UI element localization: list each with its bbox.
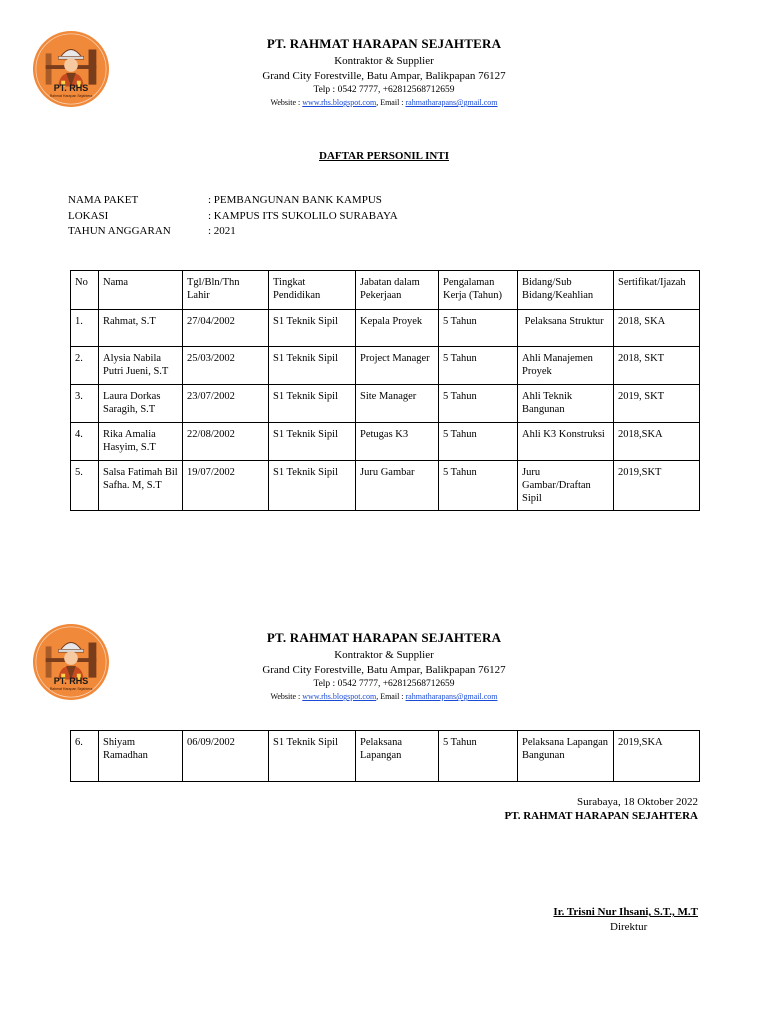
table-cell: S1 Teknik Sipil xyxy=(269,310,356,347)
info-row-package xyxy=(68,193,398,209)
header-cell: No xyxy=(71,271,99,310)
table-cell: S1 Teknik Sipil xyxy=(269,461,356,511)
table-cell: 5 Tahun xyxy=(439,731,518,782)
logo-text: PT. RHS xyxy=(53,676,89,686)
info-row-location xyxy=(68,209,398,225)
table-row xyxy=(71,310,700,347)
table-cell: S1 Teknik Sipil xyxy=(269,731,356,782)
company-address: Grand City Forestville, Batu Ampar, Balikpapan 76127 xyxy=(262,664,506,676)
company-telephone: Telp : 0542 7777, +62812568712659 xyxy=(313,85,455,95)
table-cell: 5 Tahun xyxy=(439,385,518,423)
table-cell: 2019, SKT xyxy=(614,385,700,423)
company-contact-line xyxy=(0,98,768,107)
table-cell: S1 Teknik Sipil xyxy=(269,385,356,423)
table-row xyxy=(71,347,700,385)
table-cell: 2. xyxy=(71,347,99,385)
table-cell: 5. xyxy=(71,461,99,511)
table-cell: S1 Teknik Sipil xyxy=(269,423,356,461)
header-cell: Tingkat Pendidikan xyxy=(269,271,356,310)
header-cell: Bidang/Sub Bidang/Keahlian xyxy=(518,271,614,310)
place-date: Surabaya, 18 Oktober 2022 xyxy=(577,796,698,808)
info-label: LOKASI xyxy=(68,209,109,222)
table-cell: 2018, SKA xyxy=(614,310,700,347)
personnel-table-continued xyxy=(70,730,700,782)
table-cell: Juru Gambar xyxy=(356,461,439,511)
table-cell: Site Manager xyxy=(356,385,439,423)
email-label: , Email : xyxy=(376,692,406,701)
table-row xyxy=(71,385,700,423)
table-cell: Ahli Manajemen Proyek xyxy=(518,347,614,385)
table-cell: Kepala Proyek xyxy=(356,310,439,347)
info-value: : 2021 xyxy=(208,225,236,237)
table-cell: 23/07/2002 xyxy=(183,385,269,423)
company-contact-line xyxy=(0,692,768,701)
table-cell: Pelaksana Struktur xyxy=(518,310,614,347)
company-telephone: Telp : 0542 7777, +62812568712659 xyxy=(313,679,455,689)
table-cell: Petugas K3 xyxy=(356,423,439,461)
logo-tagline: Rahmat Harapan Sejahtera xyxy=(49,94,93,98)
table-cell: Shiyam Ramadhan xyxy=(99,731,183,782)
website-label: Website : xyxy=(270,692,303,701)
header-cell: Sertifikat/Ijazah xyxy=(614,271,700,310)
header-cell: Jabatan dalam Pekerjaan xyxy=(356,271,439,310)
table-cell: 27/04/2002 xyxy=(183,310,269,347)
table-cell: Project Manager xyxy=(356,347,439,385)
info-value: : KAMPUS ITS SUKOLILO SURABAYA xyxy=(208,209,398,222)
table-cell: 1. xyxy=(71,310,99,347)
table-cell: Ahli Teknik Bangunan xyxy=(518,385,614,423)
personnel-table xyxy=(70,270,700,511)
header-cell: Pengalaman Kerja (Tahun) xyxy=(439,271,518,310)
company-subtitle: Kontraktor & Supplier xyxy=(334,649,434,661)
table-cell: 5 Tahun xyxy=(439,423,518,461)
table-cell: 2019,SKT xyxy=(614,461,700,511)
table-cell: Pelaksana Lapangan Bangunan xyxy=(518,731,614,782)
table-row xyxy=(71,731,700,782)
website-label: Website : xyxy=(270,98,303,107)
table-header-row xyxy=(71,271,700,310)
header-cell: Tgl/Bln/Thn Lahir xyxy=(183,271,269,310)
table-cell: Ahli K3 Konstruksi xyxy=(518,423,614,461)
email-label: , Email : xyxy=(376,98,406,107)
logo-tagline: Rahmat Harapan Sejahtera xyxy=(49,687,93,691)
table-cell: Rika Amalia Hasyim, S.T xyxy=(99,423,183,461)
table-cell: 25/03/2002 xyxy=(183,347,269,385)
table-cell: Laura Dorkas Saragih, S.T xyxy=(99,385,183,423)
table-cell: Pelaksana Lapangan xyxy=(356,731,439,782)
closing-block xyxy=(504,796,698,822)
table-cell: 06/09/2002 xyxy=(183,731,269,782)
table-cell: 6. xyxy=(71,731,99,782)
table-cell: Alysia Nabila Putri Jueni, S.T xyxy=(99,347,183,385)
table-cell: 19/07/2002 xyxy=(183,461,269,511)
company-subtitle: Kontraktor & Supplier xyxy=(334,55,434,67)
email-link[interactable]: rahmatharapans@gmail.com xyxy=(405,98,498,107)
table-cell: 4. xyxy=(71,423,99,461)
company-address: Grand City Forestville, Batu Ampar, Balikpapan 76127 xyxy=(262,70,506,82)
table-cell: 5 Tahun xyxy=(439,310,518,347)
project-info xyxy=(68,193,398,240)
table-row xyxy=(71,423,700,461)
table-cell: 2018,SKA xyxy=(614,423,700,461)
email-link[interactable]: rahmatharapans@gmail.com xyxy=(405,692,498,701)
info-label: TAHUN ANGGARAN xyxy=(68,225,171,237)
website-link[interactable]: www.rhs.blogspot.com xyxy=(302,98,377,107)
company-name: PT. RAHMAT HARAPAN SEJAHTERA xyxy=(266,36,502,51)
table-cell: 5 Tahun xyxy=(439,347,518,385)
table-cell: Salsa Fatimah Bil Safha. M, S.T xyxy=(99,461,183,511)
letterhead xyxy=(0,36,768,107)
table-cell: 2019,SKA xyxy=(614,731,700,782)
table-cell: 3. xyxy=(71,385,99,423)
header-cell: Nama xyxy=(99,271,183,310)
table-cell: 22/08/2002 xyxy=(183,423,269,461)
signer-name: Ir. Trisni Nur Ihsani, S.T., M.T xyxy=(553,906,698,918)
table-cell: 5 Tahun xyxy=(439,461,518,511)
closing-company: PT. RAHMAT HARAPAN SEJAHTERA xyxy=(504,810,698,822)
table-cell: Juru Gambar/Draftan Sipil xyxy=(518,461,614,511)
info-row-budget-year xyxy=(68,224,398,240)
table-cell: Rahmat, S.T xyxy=(99,310,183,347)
table-cell: 2018, SKT xyxy=(614,347,700,385)
signer-title: Direktur xyxy=(610,921,648,933)
letterhead xyxy=(0,630,768,701)
info-value: : PEMBANGUNAN BANK KAMPUS xyxy=(208,194,382,206)
logo-text: PT. RHS xyxy=(53,83,89,93)
info-label: NAMA PAKET xyxy=(68,194,139,206)
table-row xyxy=(71,461,700,511)
document-title: DAFTAR PERSONIL INTI xyxy=(319,150,449,162)
company-name: PT. RAHMAT HARAPAN SEJAHTERA xyxy=(266,630,502,645)
table-cell: S1 Teknik Sipil xyxy=(269,347,356,385)
website-link[interactable]: www.rhs.blogspot.com xyxy=(302,692,377,701)
